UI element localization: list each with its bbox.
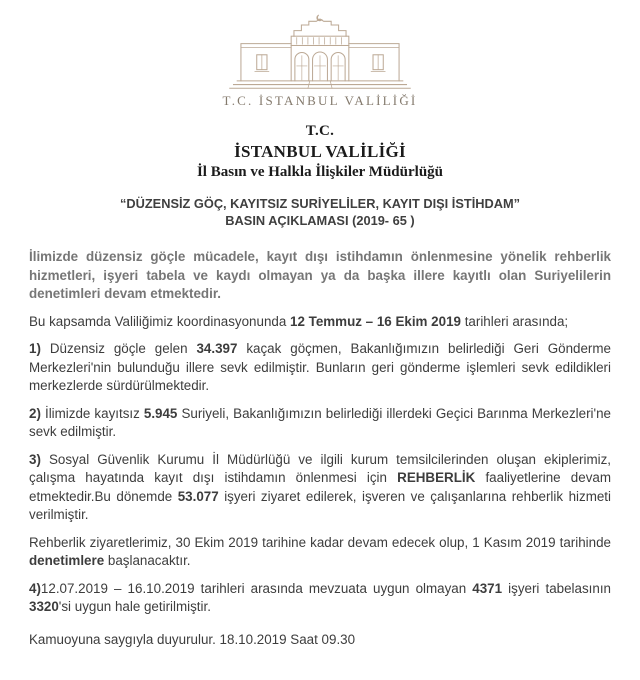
press-release-title: [29, 195, 611, 229]
letterhead: [29, 122, 611, 182]
body-text: [29, 248, 611, 649]
letterhead-institution: İSTANBUL VALİLİĞİ: [234, 142, 406, 161]
logo: [29, 12, 611, 109]
letterhead-department: İl Basın ve Halkla İlişkiler Müdürlüğü: [196, 164, 444, 180]
paragraph-scope: Bu kapsamda Valiliğimiz koordinasyonunda 12 Temmuz – 16 Ekim 2019 tarihleri arasında;: [29, 313, 569, 329]
title-number: BASIN AÇIKLAMASI (2019- 65 ): [225, 213, 415, 228]
logo-caption: T.C. İSTANBUL VALİLİĞİ: [222, 93, 418, 108]
paragraph-item-3: 3) Sosyal Güvenlik Kurumu İl Müdürlüğü ve ilgili kurum temsilcilerinden oluşan ekiplerimiz, çalışma hayatında kayıt dışı istihdamın önlenmesi için REHBERLİK faaliyetlerine devam etmektedir.Bu dönemde 53.077 işyeri ziyaret edilerek, işveren ve çalışanlarına rehberlik hizmeti verilmiştir.: [29, 451, 611, 522]
paragraph-item-1: 1) Düzensiz göçle gelen 34.397 kaçak göçmen, Bakanlığımızın belirlediği Geri Gönderme Merkezleri'nin bulunduğu illere sevk edilmiştir. Bunların geri gönderme işlemleri sevk edildikleri merkezlerde sürdürülmektedir.: [29, 341, 611, 393]
paragraph-guidance: Rehberlik ziyaretlerimiz, 30 Ekim 2019 tarihine kadar devam edecek olup, 1 Kasım 2019 tarihinde denetimlere başlanacaktır.: [29, 534, 611, 568]
government-building-icon: [202, 12, 438, 92]
letterhead-tc: T.C.: [305, 123, 335, 139]
closing-line: Kamuoyuna saygıyla duyurulur. 18.10.2019 Saat 09.30: [29, 631, 356, 647]
paragraph-lead: İlimizde düzensiz göçle mücadele, kayıt dışı istihdamın önlenmesine yönelik rehberlik hizmetleri, işyeri tabela ve kaydı olmayan ya da başka illere kayıtlı olan Suriyelilerin denetimleri devam etmektedir.: [29, 249, 611, 301]
paragraph-item-4: 4)12.07.2019 – 16.10.2019 tarihleri arasında mevzuata uygun olmayan 4371 işyeri tabelasının 3320'si uygun hale getirilmiştir.: [29, 580, 611, 614]
paragraph-item-2: 2) İlimizde kayıtsız 5.945 Suriyeli, Bakanlığımızın belirlediği illerdeki Geçici Barınma Merkezleri'ne sevk edilmiştir.: [29, 405, 611, 439]
title-subject: “DÜZENSİZ GÖÇ, KAYITSIZ SURİYELİLER, KAYIT DIŞI İSTİHDAM”: [119, 196, 521, 211]
